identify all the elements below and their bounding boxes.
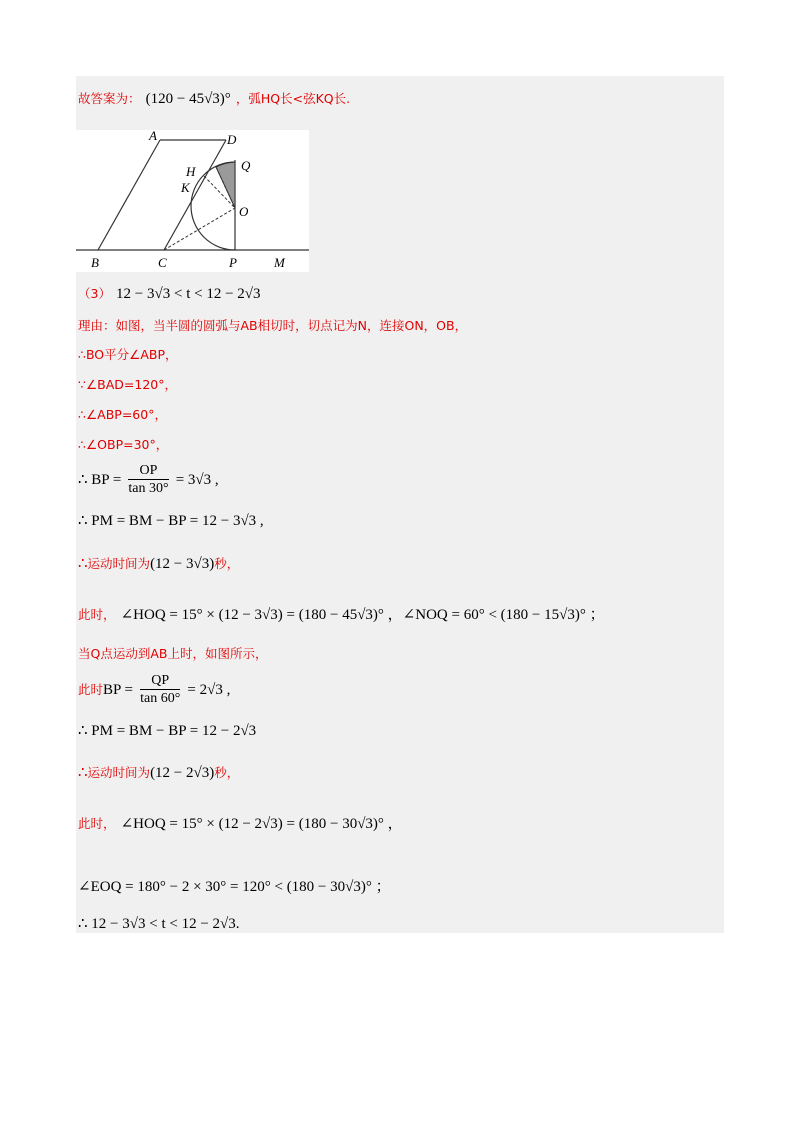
geometry-figure	[76, 130, 309, 272]
pm2-line: ∴ PM = BM − BP = 12 − 2√3	[78, 723, 257, 739]
answer-line	[78, 88, 350, 108]
label-b: B	[91, 255, 99, 270]
bp1-line	[78, 462, 219, 497]
step-bad: ∵∠BAD=120°，	[78, 377, 177, 392]
bp2-prefix: 此时	[78, 682, 104, 697]
label-c: C	[158, 255, 167, 270]
label-q: Q	[241, 158, 251, 173]
time2-prefix: ∴	[78, 765, 88, 781]
bp1-num: OP	[128, 462, 168, 480]
angle1-line	[78, 603, 605, 624]
time2-line	[78, 762, 239, 782]
part3-label: （3）	[78, 286, 111, 301]
time1-suffix: 秒，	[214, 556, 240, 571]
bp2-num: QP	[140, 672, 180, 690]
part3-line	[78, 283, 261, 303]
side-ab	[98, 140, 160, 250]
angle2-line	[78, 812, 403, 833]
part3-expr: 12 − 3√3 < t < 12 − 2√3	[116, 286, 261, 302]
reason-line: 理由：如图，当半圆的圆弧与AB相切时，切点记为N，连接ON，OB，	[78, 318, 468, 333]
bp2-den: tan 60°	[140, 691, 181, 706]
bp2-line	[78, 672, 230, 707]
conclusion-line: ∴ 12 − 3√3 < t < 12 − 2√3.	[78, 916, 240, 932]
time2-expr: (12 − 2√3)	[150, 765, 215, 781]
label-m: M	[274, 255, 285, 270]
bp1-fraction	[128, 462, 168, 497]
bp2-rhs: = 2√3 ,	[187, 682, 231, 698]
answer-expr: (120 − 45√3)°	[145, 91, 231, 107]
label-p: P	[229, 255, 237, 270]
angle1-prefix: 此时，	[78, 607, 116, 622]
angle3-line: ∠EOQ = 180° − 2 × 30° = 120° < (180 − 30√3)° ；	[78, 879, 391, 895]
bp2-fraction	[140, 672, 180, 707]
bp1-rhs: = 3√3 ,	[175, 472, 219, 488]
label-k: K	[181, 180, 190, 195]
bp1-den: tan 30°	[128, 481, 169, 496]
angle1-expr: ∠HOQ = 15° × (12 − 3√3) = (180 − 45√3)° ，∠NOQ = 60° < (180 − 15√3)° ；	[120, 607, 605, 623]
dashed-co	[164, 208, 235, 250]
time1-expr: (12 − 3√3)	[150, 556, 215, 572]
bp2-lhs: BP =	[103, 682, 134, 698]
angle2-expr: ∠HOQ = 15° × (12 − 2√3) = (180 − 30√3)° ，	[120, 816, 403, 832]
time1-mid: 运动时间为	[87, 556, 151, 571]
label-h: H	[186, 164, 196, 179]
side-dc	[164, 140, 226, 250]
step-bisect: ∴BO平分∠ABP，	[78, 347, 178, 362]
q-on-ab-line: 当Q点运动到AB上时，如图所示，	[78, 646, 268, 661]
angle2-prefix: 此时，	[78, 816, 116, 831]
label-d: D	[227, 132, 237, 147]
label-a: A	[149, 130, 157, 143]
time2-suffix: 秒，	[214, 765, 240, 780]
pm1-line: ∴ PM = BM − BP = 12 − 3√3 ,	[78, 513, 264, 529]
step-abp: ∴∠ABP=60°，	[78, 407, 167, 422]
time1-line	[78, 553, 239, 573]
label-o: O	[239, 204, 249, 219]
answer-prefix: 故答案为：	[78, 91, 141, 106]
time2-mid: 运动时间为	[87, 765, 151, 780]
answer-suffix: ，弧HQ长<弦KQ长.	[235, 91, 351, 106]
time1-prefix: ∴	[78, 556, 88, 572]
geometry-diagram	[76, 130, 309, 272]
step-obp: ∴∠OBP=30°，	[78, 437, 169, 452]
bp1-lhs: ∴ BP =	[78, 472, 122, 488]
